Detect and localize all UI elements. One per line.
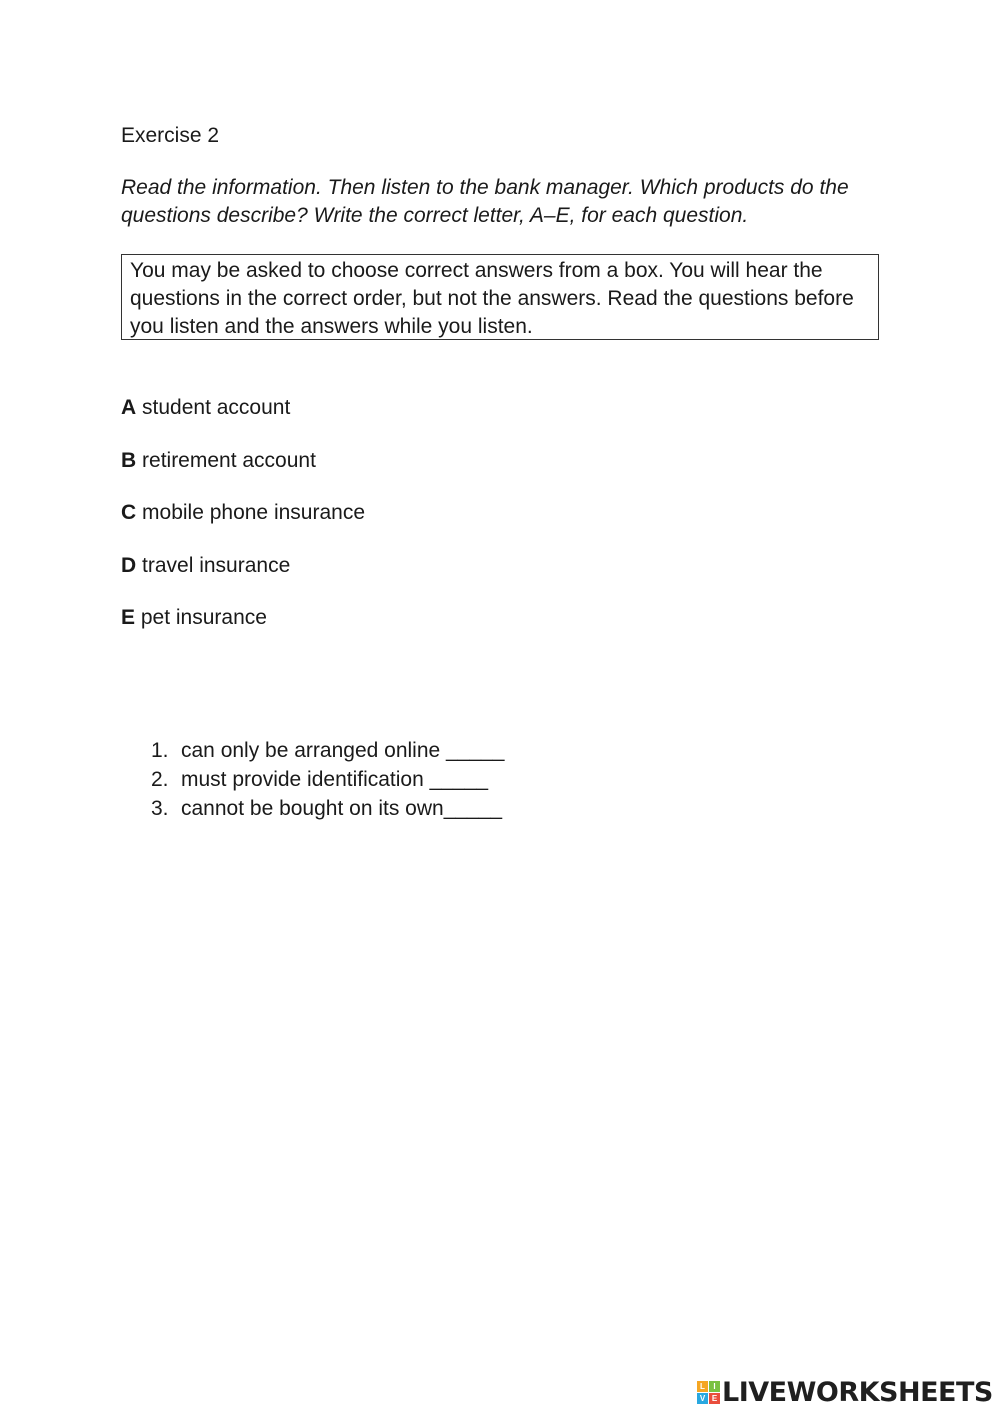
question-number: 3. xyxy=(151,797,169,820)
option-letter: D xyxy=(121,553,137,577)
logo-mark-tile: I xyxy=(709,1381,720,1392)
tip-box: You may be asked to choose correct answers from a box. You will hear the questions in the correct order, but not the answers. Read the questions before you listen and the answers while you listen. xyxy=(121,254,879,340)
question-text: must provide identification _____ xyxy=(181,768,489,791)
option-item xyxy=(121,447,365,475)
option-letter: A xyxy=(121,396,137,419)
question-text: can only be arranged online _____ xyxy=(181,739,505,762)
question-item[interactable] xyxy=(121,736,504,765)
option-label: student account xyxy=(142,396,291,419)
option-label: retirement account xyxy=(142,448,316,472)
logo-mark-icon xyxy=(697,1381,720,1404)
exercise-instructions: Read the information. Then listen to the bank manager. Which products do the questions describe? Write the correct letter, A–E, for each question. xyxy=(121,176,849,227)
option-item xyxy=(121,499,365,527)
logo-mark-tile: L xyxy=(697,1381,708,1392)
option-letter: C xyxy=(121,501,137,524)
logo-mark-tile: E xyxy=(709,1393,720,1404)
question-item[interactable] xyxy=(121,794,504,823)
questions-list xyxy=(121,736,504,823)
answer-options-list xyxy=(121,394,365,657)
question-text: cannot be bought on its own_____ xyxy=(181,797,503,820)
option-label: mobile phone insurance xyxy=(142,501,365,524)
logo-text: LIVEWORKSHEETS xyxy=(722,1377,993,1408)
option-item xyxy=(121,394,365,422)
question-number: 1. xyxy=(151,739,169,762)
exercise-title: Exercise 2 xyxy=(121,124,220,147)
option-label: travel insurance xyxy=(142,553,291,577)
liveworksheets-logo xyxy=(697,1377,993,1408)
question-number: 2. xyxy=(151,768,169,791)
option-item xyxy=(121,552,365,580)
logo-mark-tile: V xyxy=(697,1393,708,1404)
option-label: pet insurance xyxy=(140,606,267,629)
option-letter: B xyxy=(121,448,137,472)
option-item xyxy=(121,604,365,632)
question-item[interactable] xyxy=(121,765,504,794)
option-letter: E xyxy=(121,606,136,629)
